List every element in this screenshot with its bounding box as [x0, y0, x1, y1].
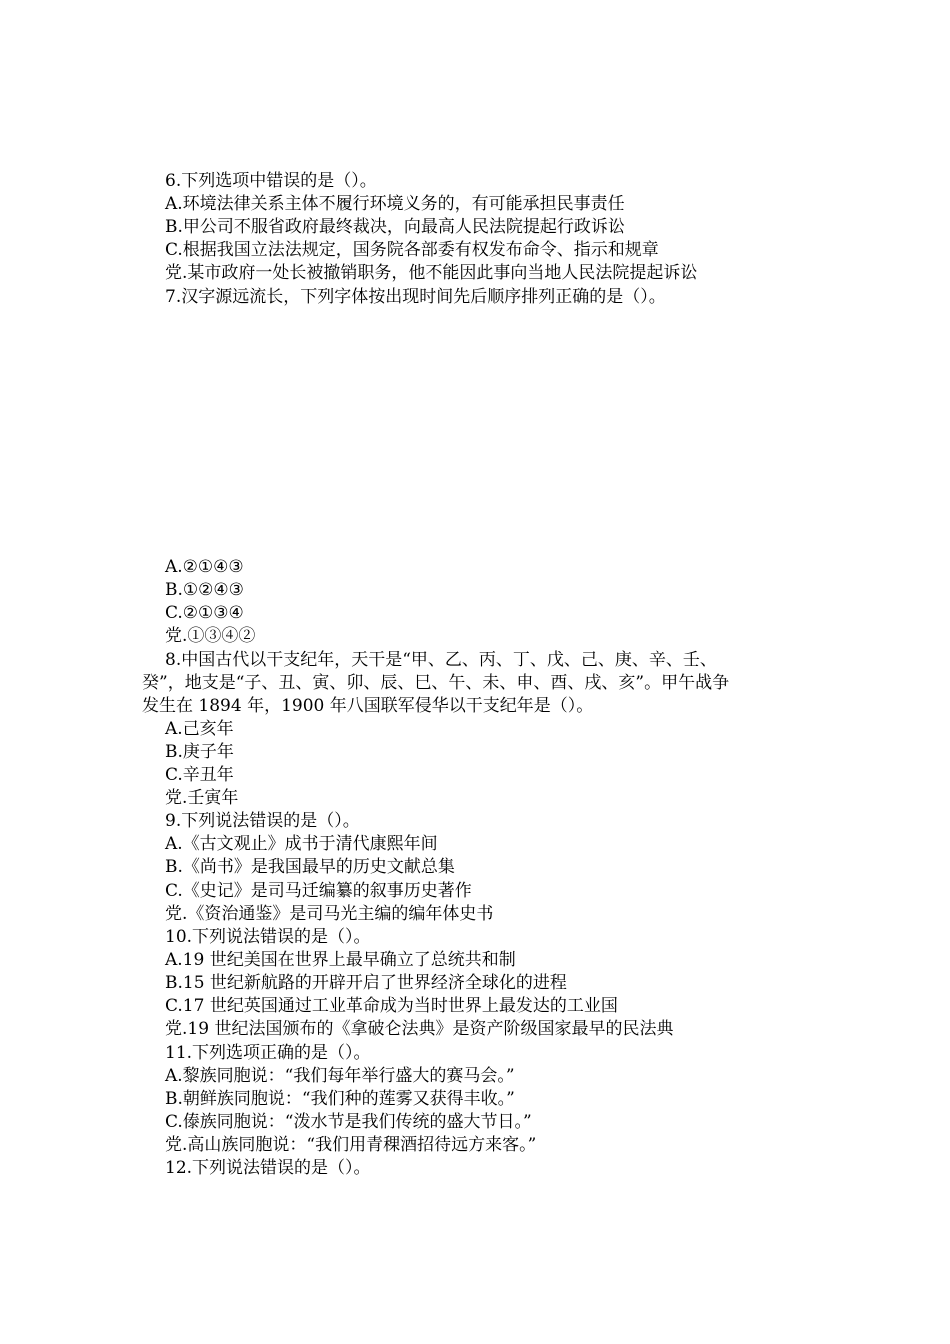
question-9-stem: 9.下列说法错误的是（）。	[165, 811, 360, 831]
question-6-option-c: C.根据我国立法法规定，国务院各部委有权发布命令、指示和规章	[165, 240, 659, 260]
question-7-option-a: A.②①④③	[165, 557, 244, 577]
question-8-stem-line-1: 8.中国古代以干支纪年，天干是“甲、乙、丙、丁、戊、己、庚、辛、壬、	[165, 650, 717, 670]
question-10-stem: 10.下列说法错误的是（）。	[165, 927, 371, 947]
question-8-stem-line-2: 癸”，地支是“子、丑、寅、卯、辰、巳、午、未、申、酉、戌、亥”。甲午战争	[142, 673, 730, 693]
question-7-option-b: B.①②④③	[165, 580, 244, 600]
question-8-option-b: B.庚子年	[165, 742, 234, 762]
question-9-option-c: C.《史记》是司马迁编纂的叙事历史著作	[165, 881, 472, 901]
question-12-stem: 12.下列说法错误的是（）。	[165, 1158, 371, 1178]
question-8-option-c: C.辛丑年	[165, 765, 234, 785]
question-8-stem-line-3: 发生在 1894 年，1900 年八国联军侵华以干支纪年是（）。	[142, 696, 594, 716]
question-10-option-c: C.17 世纪英国通过工业革命成为当时世界上最发达的工业国	[165, 996, 618, 1016]
question-7-stem: 7.汉字源远流长，下列字体按出现时间先后顺序排列正确的是（）。	[165, 287, 666, 307]
question-9-option-a: A.《古文观止》成书于清代康熙年间	[165, 834, 438, 854]
question-6-option-a: A.环境法律关系主体不履行环境义务的，有可能承担民事责任	[165, 194, 625, 214]
question-6-option-b: B.甲公司不服省政府最终裁决，向最高人民法院提起行政诉讼	[165, 217, 625, 237]
question-7-option-c: C.②①③④	[165, 603, 244, 623]
question-11-option-c: C.傣族同胞说：“泼水节是我们传统的盛大节日。”	[165, 1112, 532, 1132]
question-10-option-d: 党.19 世纪法国颁布的《拿破仑法典》是资产阶级国家最早的民法典	[165, 1019, 674, 1039]
question-6-option-d: 党.某市政府一处长被撤销职务，他不能因此事向当地人民法院提起诉讼	[165, 263, 698, 283]
question-9-option-b: B.《尚书》是我国最早的历史文献总集	[165, 857, 455, 877]
question-10-option-b: B.15 世纪新航路的开辟开启了世界经济全球化的进程	[165, 973, 567, 993]
question-9-option-d: 党.《资治通鉴》是司马光主编的编年体史书	[165, 904, 494, 924]
question-11-option-d: 党.高山族同胞说：“我们用青稞酒招待远方来客。”	[165, 1135, 537, 1155]
question-11-stem: 11.下列选项正确的是（）。	[165, 1043, 371, 1063]
question-6-stem: 6.下列选项中错误的是（）。	[165, 171, 377, 191]
question-11-option-b: B.朝鲜族同胞说：“我们种的莲雾又获得丰收。”	[165, 1089, 515, 1109]
question-7-option-d: 党.①③④②	[165, 626, 256, 646]
question-10-option-a: A.19 世纪美国在世界上最早确立了总统共和制	[165, 950, 516, 970]
question-8-option-a: A.己亥年	[165, 719, 234, 739]
question-11-option-a: A.黎族同胞说：“我们每年举行盛大的赛马会。”	[165, 1066, 515, 1086]
question-8-option-d: 党.壬寅年	[165, 788, 239, 808]
